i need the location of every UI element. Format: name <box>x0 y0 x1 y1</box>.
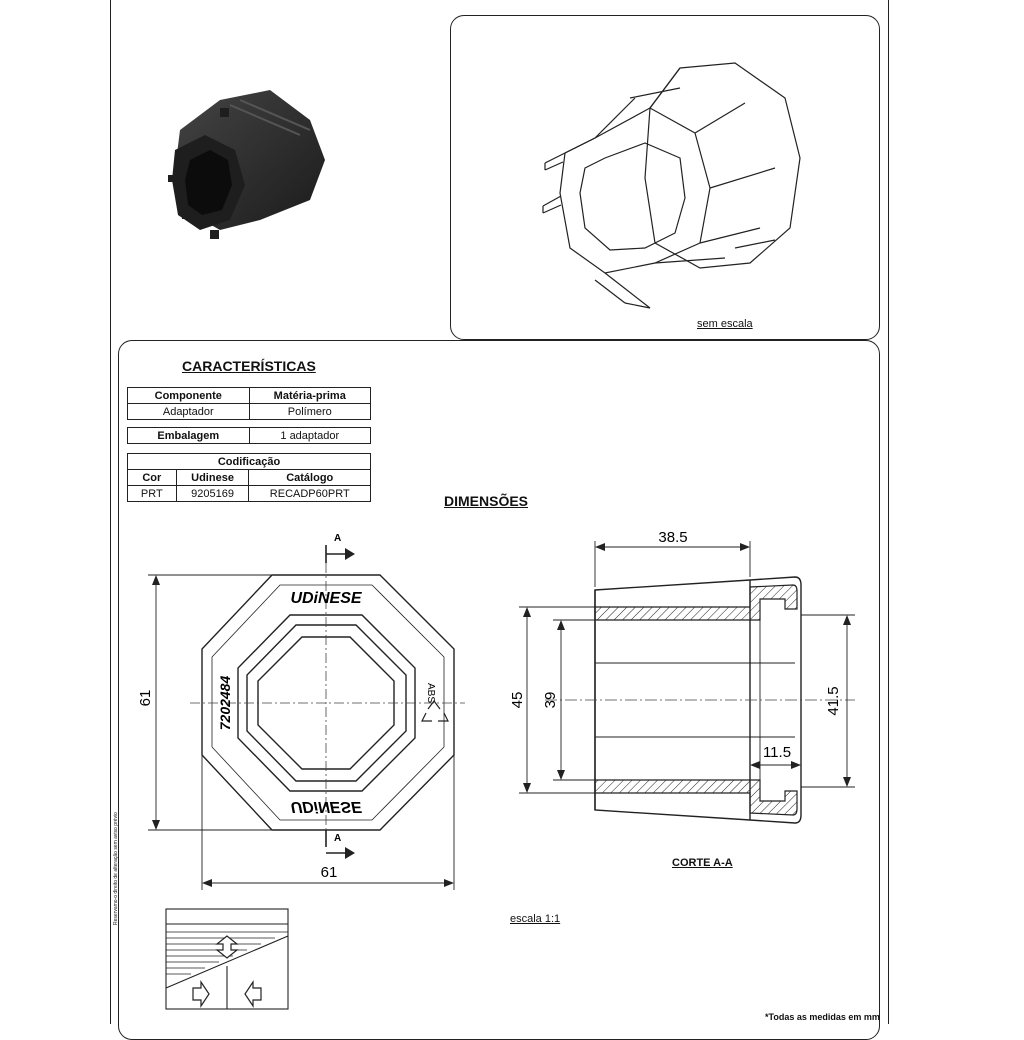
section-hatch-top <box>595 585 797 620</box>
section-dim-right: 41.5 <box>825 686 842 716</box>
scale-note: escala 1:1 <box>510 913 561 925</box>
coding-header-catalog: Catálogo <box>249 470 371 486</box>
front-dim-width: 61 <box>320 864 338 881</box>
characteristics-title: CARACTERÍSTICAS <box>182 358 316 374</box>
material-value: Polímero <box>249 404 371 420</box>
coding-header-udinese: Udinese <box>176 470 249 486</box>
arrow-right-icon <box>193 982 209 1006</box>
material-header: Matéria-prima <box>249 388 371 404</box>
section-dim-inner: 39 <box>542 691 559 709</box>
coding-udinese-value: 9205169 <box>176 486 249 502</box>
product-photo <box>160 80 340 250</box>
frame-right-line <box>888 0 889 1024</box>
coding-header-color: Cor <box>128 470 177 486</box>
brand-bottom: UDiNESE <box>290 798 362 815</box>
section-hatch-bottom <box>595 780 797 815</box>
iso-scale-note: sem escala <box>697 318 753 330</box>
outer-octagon <box>202 575 454 830</box>
coding-title: Codificação <box>128 454 371 470</box>
material-mark: ABS <box>425 682 436 704</box>
mounting-symbol <box>165 908 289 1010</box>
component-header: Componente <box>128 388 250 404</box>
coding-table <box>127 453 371 502</box>
section-marker-top: A <box>334 533 342 544</box>
iso-drawing <box>535 58 805 320</box>
coding-catalog-value: RECADP60PRT <box>249 486 371 502</box>
component-table <box>127 387 371 420</box>
section-dim-length: 38.5 <box>658 529 688 546</box>
frame-left-line <box>110 0 111 1024</box>
section-dim-step: 11.5 <box>762 744 792 761</box>
coding-color-value: PRT <box>128 486 177 502</box>
packaging-table <box>127 427 371 444</box>
arrow-left-icon <box>245 982 261 1006</box>
section-dim-outer: 45 <box>509 691 526 709</box>
section-view <box>505 525 865 835</box>
packaging-label: Embalagem <box>128 428 250 444</box>
double-arrow-icon <box>217 936 237 958</box>
component-value: Adaptador <box>128 404 250 420</box>
part-number: 7202484 <box>217 675 233 731</box>
front-dim-height: 61 <box>137 689 154 707</box>
brand-top: UDiNESE <box>290 590 362 607</box>
packaging-value: 1 adaptador <box>249 428 371 444</box>
front-view <box>130 525 470 895</box>
section-label: CORTE A-A <box>672 857 733 869</box>
section-marker-bottom: A <box>334 833 342 844</box>
footer-note: *Todas as medidas em mm <box>765 1012 880 1022</box>
dimensions-title: DIMENSÕES <box>444 493 529 509</box>
side-note: Reservamo-o direito de alteração sem aviso prévio <box>113 812 119 925</box>
